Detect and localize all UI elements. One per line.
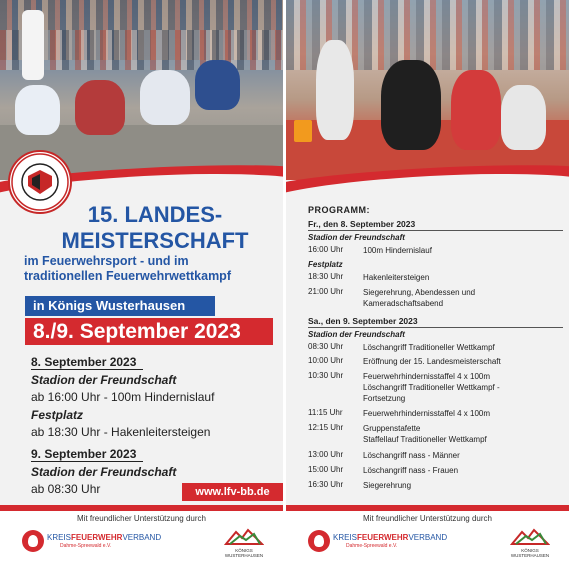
kfv-subtitle: Dahme-Spreewald e.V. <box>346 543 398 549</box>
sat-row-time: 16:30 Uhr <box>308 480 344 489</box>
schedule-item-1: ab 16:00 Uhr - 100m Hindernislauf <box>31 390 215 404</box>
schedule-item-3: ab 08:30 Uhr <box>31 482 101 496</box>
friday-underline <box>308 230 563 231</box>
sat-row-time: 15:00 Uhr <box>308 465 344 474</box>
friday-venue-2: Festplatz <box>308 260 343 269</box>
kw-city-name: KÖNIGS WUSTERHAUSEN <box>224 548 264 558</box>
kw-city-logo-icon <box>224 526 264 548</box>
left-panel <box>0 0 283 569</box>
kfv-flame-icon <box>22 530 44 552</box>
photo-runner <box>140 70 190 125</box>
saturday-underline <box>308 327 563 328</box>
title-line-2: MEISTERSCHAFT <box>61 228 249 253</box>
schedule-item-2: ab 18:30 Uhr - Hakenleitersteigen <box>31 425 211 439</box>
sat-row-desc: Löschangriff nass - Männer <box>363 451 460 460</box>
sat-row-time: 11:15 Uhr <box>308 408 343 417</box>
photo-cone <box>294 120 312 142</box>
saturday-venue: Stadion der Freundschaft <box>308 330 405 339</box>
kfv-name <box>333 533 447 542</box>
sat-row-desc-line-1: Gruppenstafette <box>363 424 421 433</box>
sat-row-desc <box>363 371 563 404</box>
kfv-prefix: KREIS <box>47 533 72 542</box>
subtitle-line-2: traditionellen Feuerwehrwettkampf <box>24 269 231 283</box>
kfv-bold: FEUERWEHR <box>71 533 123 542</box>
fri-row-desc-line-2: Kameradschaftsabend <box>363 299 444 308</box>
sat-row-desc-line-1: Feuerwehrhindernisstaffel 4 x 100m <box>363 372 491 381</box>
schedule-day-1: 8. September 2023 <box>31 355 137 369</box>
friday-heading: Fr., den 8. September 2023 <box>308 219 416 229</box>
sat-row-time: 13:00 Uhr <box>308 450 344 459</box>
photo-athlete <box>451 70 501 150</box>
schedule-day-2: 9. September 2023 <box>31 447 137 461</box>
photo-hose-coupling <box>286 0 569 180</box>
right-panel <box>286 0 569 569</box>
kfv-suffix: VERBAND <box>122 533 162 542</box>
kfv-flame-icon <box>308 530 330 552</box>
saturday-heading: Sa., den 9. September 2023 <box>308 316 418 326</box>
page-title <box>30 202 280 254</box>
friday-venue-1: Stadion der Freundschaft <box>308 233 405 242</box>
kfv-bold: FEUERWEHR <box>357 533 409 542</box>
photo-runner <box>15 85 60 135</box>
photo-athlete <box>501 85 546 150</box>
kfv-prefix: KREIS <box>333 533 358 542</box>
sat-row-desc <box>363 423 563 445</box>
fri-row-time: 16:00 Uhr <box>308 245 344 254</box>
fri-row-time: 18:30 Uhr <box>308 272 344 281</box>
sat-row-desc: Löschangriff nass - Frauen <box>363 466 459 475</box>
kw-city-logo-icon <box>510 526 550 548</box>
photo-athlete <box>381 60 441 150</box>
programm-heading: PROGRAMM: <box>308 205 370 215</box>
sat-row-desc: Feuerwehrhindernisstaffel 4 x 100m <box>363 409 491 418</box>
kfv-name <box>47 533 161 542</box>
photo-athlete <box>316 40 354 140</box>
day-2-underline <box>31 461 143 462</box>
subtitle <box>24 254 279 284</box>
website-link[interactable]: www.lfv-bb.de <box>182 483 283 501</box>
support-text: Mit freundlicher Unterstützung durch <box>363 514 492 523</box>
sat-row-desc-line-2: Staffellauf Traditioneller Wettkampf <box>363 435 487 444</box>
sat-row-desc-line-3: Fortsetzung <box>363 394 406 403</box>
photo-runner <box>75 80 125 135</box>
sat-row-time: 10:00 Uhr <box>308 356 344 365</box>
support-text: Mit freundlicher Unterstützung durch <box>77 514 206 523</box>
location-banner: in Königs Wusterhausen <box>25 296 215 316</box>
schedule-venue-3: Stadion der Freundschaft <box>31 465 177 479</box>
title-line-1: 15. LANDES- <box>87 202 223 227</box>
sat-row-desc-line-2: Löschangriff Traditioneller Wettkampf - <box>363 383 500 392</box>
date-banner: 8./9. September 2023 <box>25 318 273 345</box>
sat-row-desc: Löschangriff Traditioneller Wettkampf <box>363 343 495 352</box>
photo-runner <box>195 60 240 110</box>
schedule-venue-2: Festplatz <box>31 408 84 422</box>
sat-row-time: 12:15 Uhr <box>308 423 344 432</box>
fri-row-desc-line-1: Siegerehrung, Abendessen und <box>363 288 476 297</box>
photo-official <box>22 10 44 80</box>
kfv-subtitle: Dahme-Spreewald e.V. <box>60 543 112 549</box>
sat-row-desc: Eröffnung der 15. Landesmeisterschaft <box>363 357 501 366</box>
schedule-venue-1: Stadion der Freundschaft <box>31 373 177 387</box>
sat-row-time: 10:30 Uhr <box>308 371 344 380</box>
fri-row-desc <box>363 287 563 309</box>
fri-row-desc: Hakenleitersteigen <box>363 273 430 282</box>
subtitle-line-1: im Feuerwehrsport - und im <box>24 254 189 268</box>
fri-row-time: 21:00 Uhr <box>308 287 344 296</box>
sat-row-desc: Siegerehrung <box>363 481 412 490</box>
kfv-suffix: VERBAND <box>408 533 448 542</box>
sat-row-time: 08:30 Uhr <box>308 342 344 351</box>
kw-city-name: KÖNIGS WUSTERHAUSEN <box>510 548 550 558</box>
fri-row-desc: 100m Hindernislauf <box>363 246 432 255</box>
day-1-underline <box>31 369 143 370</box>
